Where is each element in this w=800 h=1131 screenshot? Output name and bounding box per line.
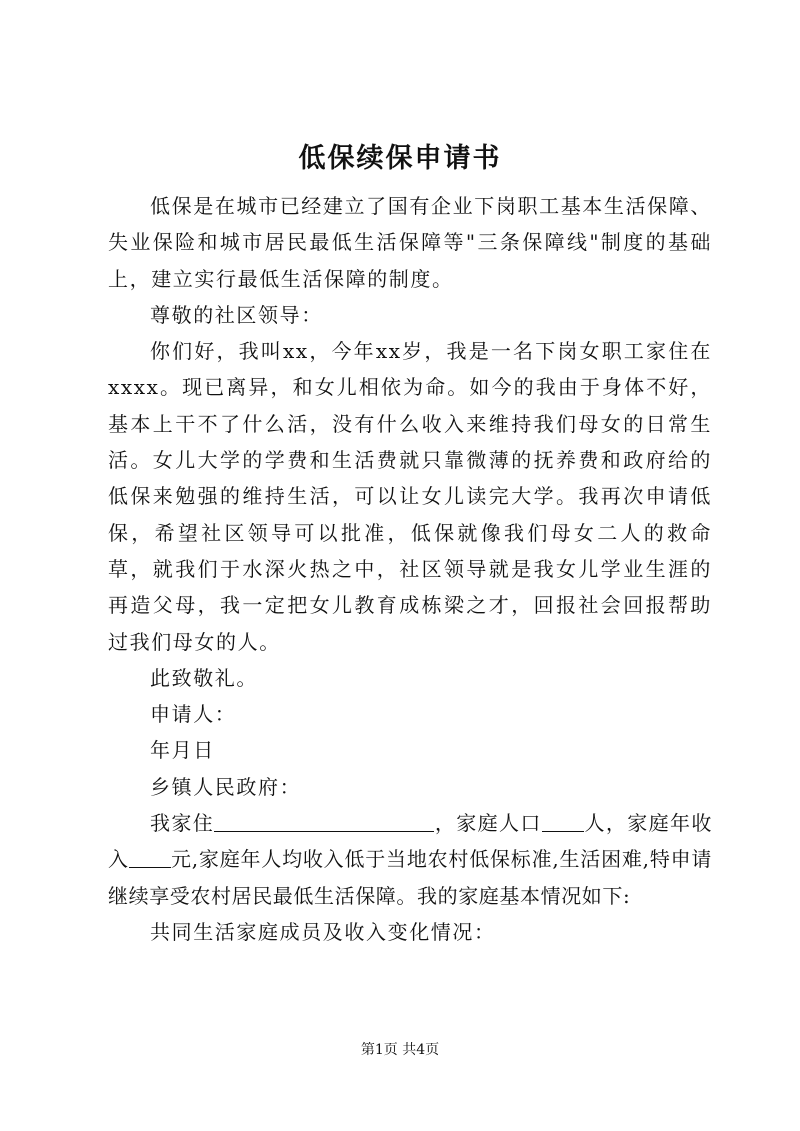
document-body (108, 188, 712, 950)
salutation: 尊敬的社区领导： (150, 302, 323, 327)
income-blank (129, 847, 171, 868)
intro-paragraph: 低保是在城市已经建立了国有企业下岗职工基本生活保障、失业保险和城市居民最低生活保障等"三条保障线"制度的基础上，建立实行最低生活保障的制度。 (108, 194, 712, 291)
form-text-part2: ，家庭人口 (434, 811, 542, 836)
form-text-part4: 元,家庭年人均收入低于当地农村低保标准,生活困难,特申请继续享受农村居民最低生活保障。我的家庭基本情况如下: (108, 847, 712, 908)
addressee: 乡镇人民政府： (150, 774, 302, 799)
page-footer: 第1页 共4页 (360, 1042, 440, 1058)
letter-body-paragraph: 你们好，我叫xx，今年xx岁，我是一名下岗女职工家住在xxxx。现已离异，和女儿相依为命。如今的我由于身体不好，基本上干不了什么活，没有什么收入来维持我们母女的日常生活。女儿大学的学费和生活费就只靠微薄的抚养费和政府给的低保来勉强的维持生活，可以让女儿读完大学。我再次申请低保，希望社区领导可以批准，低保就像我们母女二人的救命草，就我们于水深火热之中，社区领导就是我女儿学业生涯的再造父母，我一定把女儿教育成栋梁之才，回报社会回报帮助过我们母女的人。 (108, 339, 712, 654)
address-blank (214, 811, 434, 832)
application-form-paragraph (108, 805, 712, 914)
closing-line: 此致敬礼。 (150, 665, 258, 690)
family-heading: 共同生活家庭成员及收入变化情况： (150, 919, 496, 944)
date-label: 年月日 (150, 738, 215, 763)
form-text-part3: 人，家庭年收入 (108, 811, 712, 872)
document-title: 低保续保申请书 (298, 143, 502, 174)
household-size-blank (542, 811, 584, 832)
form-text-part1: 我家住 (150, 811, 215, 836)
applicant-label: 申请人： (150, 702, 237, 727)
